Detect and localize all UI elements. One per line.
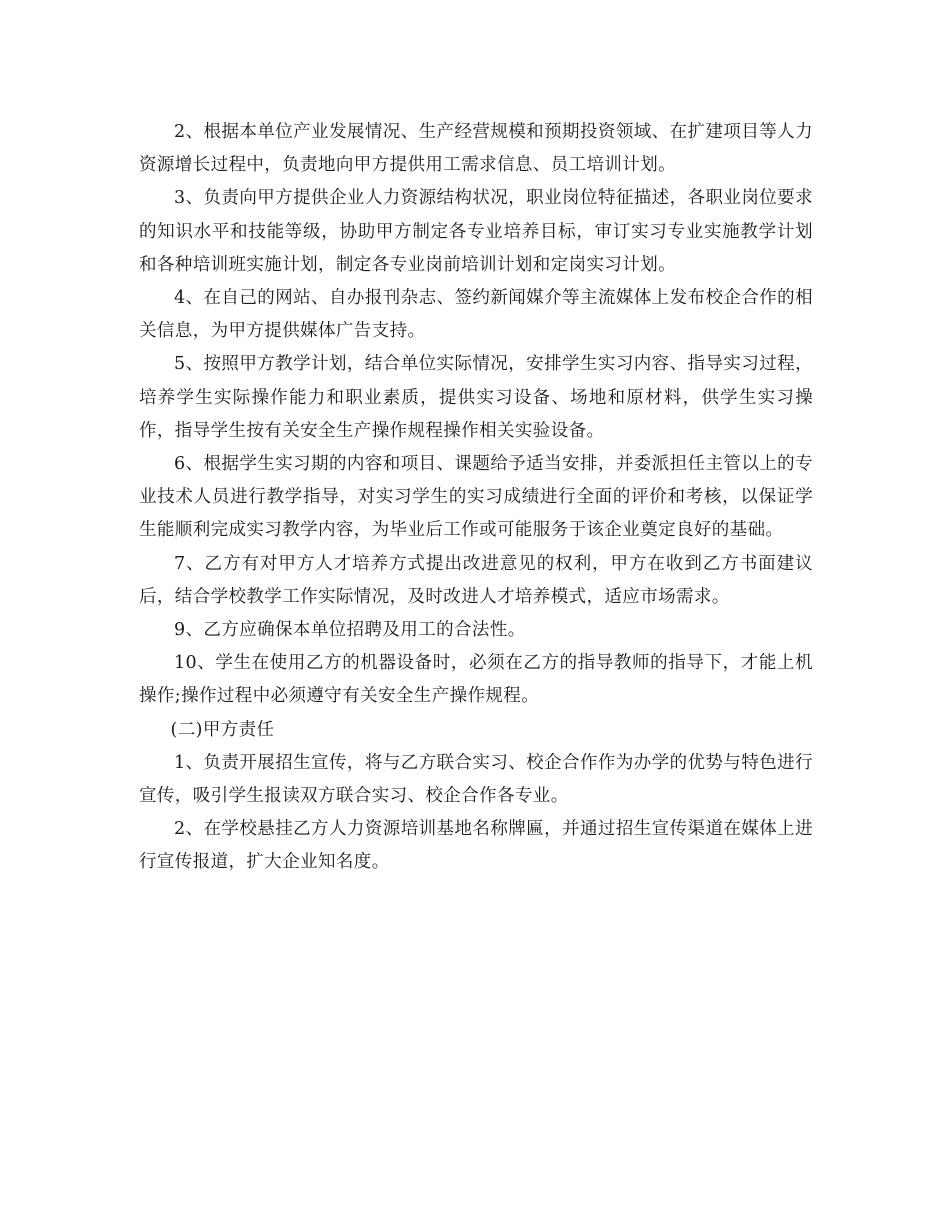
paragraph-item-6: 6、根据学生实习期的内容和项目、课题给予适当安排，并委派担任主管以上的专业技术人员进行教学指导，对实习学生的实习成绩进行全面的评价和考核，以保证学生能顺利完成实习教学内容，为毕业后工作或可能服务于该企业奠定良好的基础。 bbox=[139, 454, 813, 541]
paragraph-party-a-item-2: 2、在学校悬挂乙方人力资源培训基地名称牌匾，并通过招生宣传渠道在媒体上进行宣传报道，扩大企业知名度。 bbox=[139, 819, 813, 873]
paragraph-item-4: 4、在自己的网站、自办报刊杂志、签约新闻媒介等主流媒体上发布校企合作的相关信息，为甲方提供媒体广告支持。 bbox=[139, 288, 813, 342]
paragraph-item-9: 9、乙方应确保本单位招聘及用工的合法性。 bbox=[174, 620, 526, 641]
paragraph-party-a-item-1: 1、负责开展招生宣传，将与乙方联合实习、校企合作作为办学的优势与特色进行宣传，吸引学生报读双方联合实习、校企合作各专业。 bbox=[139, 752, 813, 807]
paragraph-item-5: 5、按照甲方教学计划，结合单位实际情况，安排学生实习内容、指导实习过程，培养学生实际操作能力和职业素质，提供实习设备、场地和原材料，供学生实习操作，指导学生按有关安全生产操作规程操作相关实验设备。 bbox=[139, 354, 813, 441]
document-body bbox=[139, 116, 813, 880]
paragraph-item-7: 7、乙方有对甲方人才培养方式提出改进意见的权利，甲方在收到乙方书面建议后，结合学校教学工作实际情况，及时改进人才培养模式，适应市场需求。 bbox=[139, 553, 813, 607]
paragraph-item-3: 3、负责向甲方提供企业人力资源结构状况，职业岗位特征描述，各职业岗位要求的知识水平和技能等级，协助甲方制定各专业培养目标，审订实习专业实施教学计划和各种培训班实施计划，制定各专业岗前培训计划和定岗实习计划。 bbox=[139, 188, 813, 275]
section-heading-party-a-duties: (二)甲方责任 bbox=[170, 719, 275, 740]
paragraph-item-2: 2、根据本单位产业发展情况、生产经营规模和预期投资领域、在扩建项目等人力资源增长过程中，负责地向甲方提供用工需求信息、员工培训计划。 bbox=[139, 122, 813, 176]
paragraph-item-10: 10、学生在使用乙方的机器设备时，必须在乙方的指导教师的指导下，才能上机操作;操作过程中必须遵守有关安全生产操作规程。 bbox=[139, 653, 813, 707]
